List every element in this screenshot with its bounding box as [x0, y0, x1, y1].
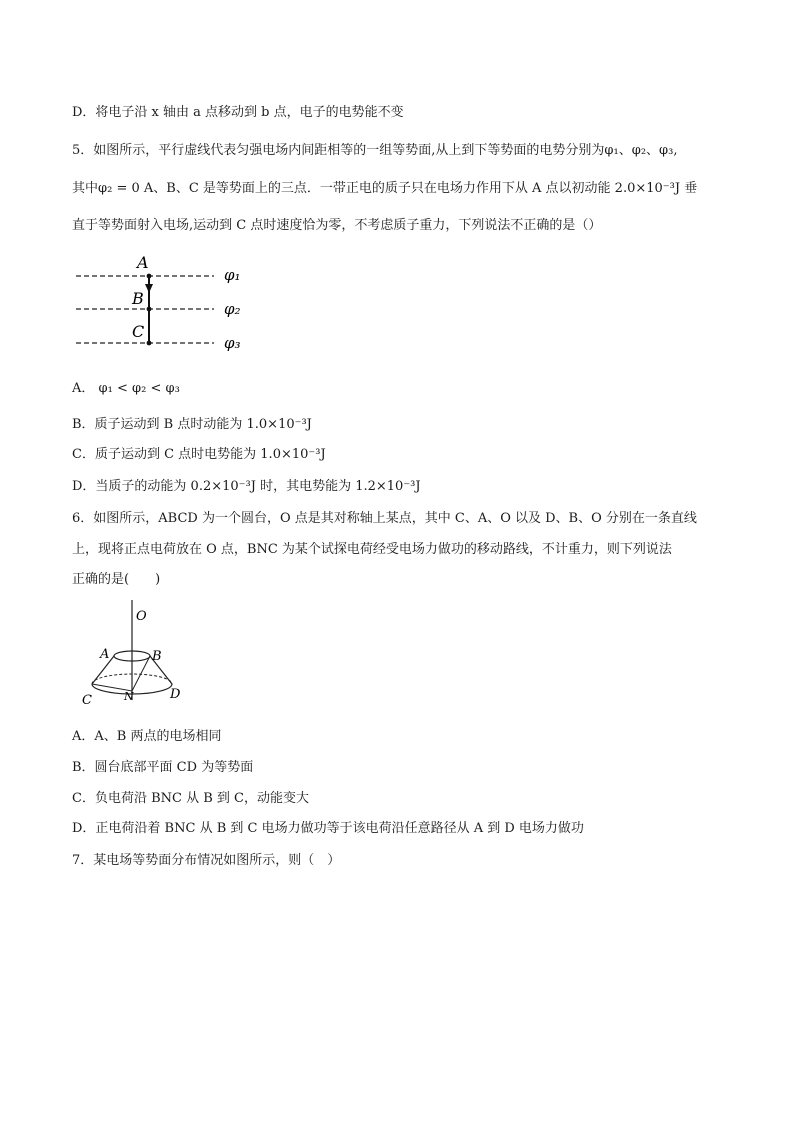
q6-option-b: B．圆台底部平面 CD 为等势面 [72, 760, 254, 775]
label-b: B [132, 289, 144, 308]
q6-option-c: C．负电荷沿 BNC 从 B 到 C，动能变大 [72, 791, 309, 806]
label-a: A [100, 647, 110, 662]
label-o: O [136, 609, 147, 624]
point-c-dot [147, 341, 152, 346]
q5-option-a: A． φ₁ < φ₂ < φ₃ [72, 381, 180, 396]
label-a: A [137, 253, 149, 272]
point-b-dot [147, 307, 152, 312]
q5-stem-line1: 5．如图所示，平行虚线代表匀强电场内间距相等的一组等势面,从上到下等势面的电势分别为φ₁、φ₂、φ₃, [72, 143, 678, 158]
q6-frustum-figure [78, 596, 188, 708]
q6-stem-line3: 正确的是( ) [72, 572, 161, 587]
label-d: D [170, 687, 181, 702]
label-phi2: φ₂ [224, 300, 241, 318]
label-b: B [152, 649, 162, 664]
arrow-down-icon [145, 284, 153, 293]
q6-option-a: A．A、B 两点的电场相同 [72, 729, 222, 744]
q4-option-d: D．将电子沿 x 轴由 a 点移动到 b 点，电子的电势能不变 [72, 105, 404, 120]
q5-option-d: D．当质子的动能为 0.2×10⁻³J 时，其电势能为 1.2×10⁻³J [72, 479, 421, 494]
point-a-dot [147, 274, 152, 279]
label-phi1: φ₁ [224, 266, 241, 284]
q7-stem: 7．某电场等势面分布情况如图所示，则（ ） [72, 853, 341, 868]
label-n: N [124, 690, 134, 703]
q6-option-d: D．正电荷沿着 BNC 从 B 到 C 电场力做功等于该电荷沿任意路径从 A 到 D 电场力做功 [72, 821, 584, 836]
q5-equipotential-figure [72, 248, 262, 358]
q5-stem-line3: 直于等势面射入电场,运动到 C 点时速度恰为零，不考虑质子重力，下列说法不正确的是（） [72, 218, 602, 233]
q6-stem-line2: 上，现将正点电荷放在 O 点，BNC 为某个试探电荷经受电场力做功的移动路线，不计重力，则下列说法 [72, 542, 672, 557]
q5-option-b: B．质子运动到 B 点时动能为 1.0×10⁻³J [72, 417, 312, 432]
label-c: C [132, 322, 145, 341]
q5-option-c: C．质子运动到 C 点时电势能为 1.0×10⁻³J [72, 447, 326, 462]
q6-stem-line1: 6．如图所示，ABCD 为一个圆台，O 点是其对称轴上某点，其中 C、A、O 以及 D、B、O 分别在一条直线 [72, 511, 697, 526]
label-c: C [82, 693, 92, 708]
label-phi3: φ₃ [224, 334, 241, 352]
q5-stem-line2: 其中φ₂ = 0 A、B、C 是等势面上的三点．一带正电的质子只在电场力作用下从 A 点以初动能 2.0×10⁻³J 垂 [72, 181, 698, 196]
